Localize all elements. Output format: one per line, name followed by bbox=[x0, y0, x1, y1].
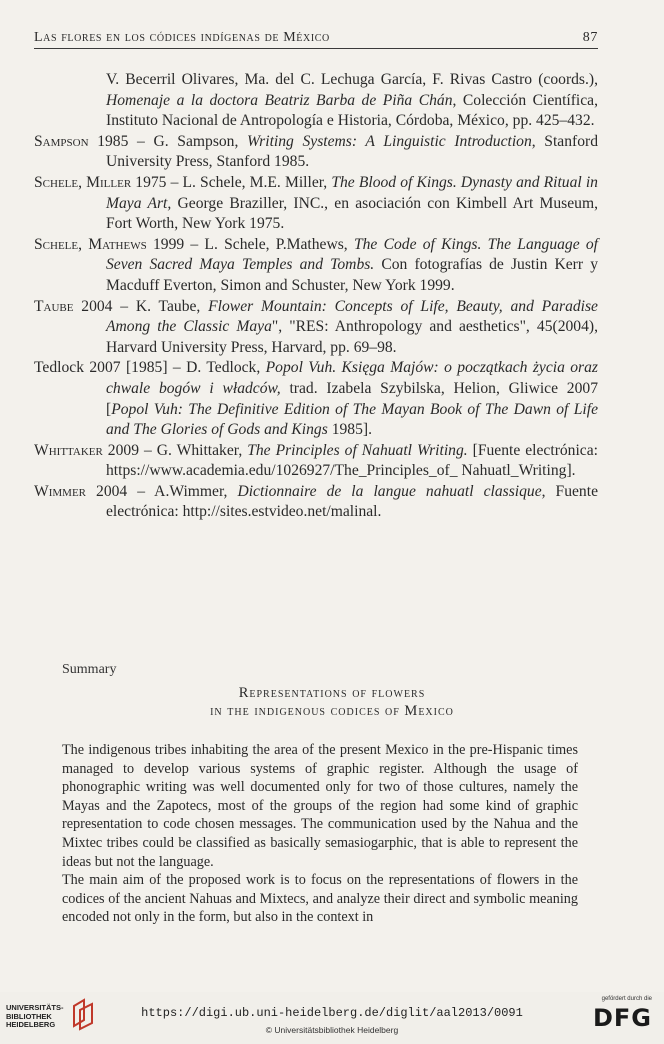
author-name: Sampson bbox=[34, 132, 89, 150]
page-number: 87 bbox=[582, 30, 598, 45]
entry-text: George Braziller, INC., en asociación con Kimbell Art Museum, Fort Worth, New York 1975. bbox=[106, 194, 598, 233]
dfg-wordmark: DFG bbox=[592, 1004, 652, 1032]
entry-text: 1985 – G. Sampson, bbox=[88, 132, 248, 150]
running-title: Las flores en los códices indígenas de México bbox=[34, 30, 330, 45]
entry-text: 1985]. bbox=[327, 421, 372, 439]
bibliography-entry bbox=[34, 441, 598, 482]
author-name: Wimmer bbox=[34, 482, 86, 500]
entry-text: Con fotografías de Justin Kerr y Macduff Everton, Simon and Schuster, New York 1999. bbox=[106, 256, 598, 294]
entry-text: , Stanford University Press, Stanford 1985. bbox=[106, 132, 599, 171]
copyright-notice: © Universitätsbibliothek Heidelberg bbox=[265, 1025, 399, 1035]
summary-title-line-2: in the indigenous codices of Mexico bbox=[210, 703, 454, 719]
work-title: Dictionnaire de la langue nahuatl classique bbox=[237, 482, 542, 500]
work-title: Homenaje a la doctora Beatriz Barba de Piña Chán bbox=[106, 91, 453, 109]
running-header bbox=[34, 28, 598, 49]
permalink-url[interactable]: https://digi.ub.uni-heidelberg.de/diglit/aal2013/0091 bbox=[141, 1006, 523, 1020]
entry-text: 2009 – G. Whittaker, bbox=[102, 441, 248, 459]
entry-text: 1999 – L. Schele, P.Mathews, bbox=[146, 235, 354, 253]
bibliography-entry bbox=[34, 235, 598, 297]
bibliography-entry bbox=[34, 297, 598, 359]
entry-text: ", "RES: Anthropology and aesthetics", 45(2004), Harvard University Press, Harvard, pp. 69–98. bbox=[106, 318, 598, 356]
author-name: Whittaker bbox=[34, 441, 103, 459]
entry-text: , Fuente electrónica: http://sites.estvideo.net/malinal. bbox=[106, 482, 598, 521]
summary-paragraph: The main aim of the proposed work is to focus on the representations of flowers in the codices of the ancient Nahuas and Mixtecs, and analyze their direct and symbolic meaning encoded not only in the form, but also in the context in bbox=[62, 872, 578, 926]
author-name: Schele, Miller bbox=[34, 173, 132, 191]
author-name: Taube bbox=[34, 297, 74, 315]
entry-text: 1975 – L. Schele, M.E. Miller, bbox=[131, 173, 332, 191]
bibliography-entry bbox=[34, 70, 598, 132]
summary-title-line-1: Representations of flowers bbox=[238, 685, 426, 701]
work-title: Writing Systems: A Linguistic Introduction bbox=[247, 132, 532, 150]
digitization-footer bbox=[0, 992, 664, 1044]
work-title: The Code of Kings. The Language of Seven Sacred Maya Temples and Tombs. bbox=[106, 235, 599, 274]
summary-label: Summary bbox=[62, 662, 117, 677]
bibliography-entry bbox=[34, 358, 598, 440]
bibliography-list bbox=[34, 70, 598, 523]
entry-text: 2004 – A.Wimmer, bbox=[86, 482, 238, 500]
work-title: Flower Mountain: Concepts of Life, Beauty, and Paradise Among the Classic Maya bbox=[106, 297, 598, 336]
work-title: The Principles of Nahuatl Writing. bbox=[247, 441, 468, 459]
entry-text: , Colección Científica, Instituto Nacional de Antropología e Historia, Córdoba, México, pp. 425–432. bbox=[106, 91, 598, 130]
entry-text: V. Becerril Olivares, Ma. del C. Lechuga García, F. Rivas Castro (coords.), bbox=[106, 71, 598, 88]
summary-body bbox=[62, 741, 578, 927]
entry-text: [Fuente electrónica: https://www.academia.edu/1026927/The_Principles_of_ Nahuatl_Writing]. bbox=[106, 441, 598, 480]
entry-text: 2004 – K. Taube, bbox=[73, 297, 209, 315]
library-name-line-3: HEIDELBERG bbox=[6, 1020, 56, 1029]
work-title: Popol Vuh: The Definitive Edition of The Mayan Book of The Dawn of Life and The Glories of Gods and Kings bbox=[106, 400, 598, 439]
summary-paragraph: The indigenous tribes inhabiting the area of the present Mexico in the pre-Hispanic times managed to develop various systems of graphic register. Although the usage of phonographic writing was well documented only for two of those cultures, namely the Mayas and the Zapotecs, most of the groups of the region had some kind of graphic representation to code chosen messages. The communication used by the Nahua and the Mixtec tribes could be classified as basically semasiogarphic, that is able to represent the ideas but not the language. bbox=[62, 742, 578, 870]
bibliography-entry bbox=[34, 482, 598, 523]
summary-title bbox=[0, 684, 664, 720]
work-title: Popol Vuh. Księga Majów: o początkach życia oraz chwale bogów i władców, bbox=[106, 359, 598, 397]
library-name-line-2: BIBLIOTHEK bbox=[6, 1011, 52, 1021]
bibliography-entry bbox=[34, 132, 598, 173]
entry-text: Tedlock 2007 [1985] – D. Tedlock, bbox=[34, 359, 266, 377]
dfg-tagline: gefördert durch die bbox=[601, 996, 652, 1002]
author-name: Schele, Mathews bbox=[34, 235, 147, 253]
dfg-logo[interactable] bbox=[588, 996, 652, 1038]
work-title: The Blood of Kings. Dynasty and Ritual in Maya Art, bbox=[106, 173, 598, 212]
library-name-line-1: UNIVERSITÄTS- bbox=[6, 1003, 64, 1012]
entry-text: trad. Izabela Szybilska, Helion, Gliwice 2007 [ bbox=[106, 379, 598, 418]
bibliography-entry bbox=[34, 173, 598, 235]
